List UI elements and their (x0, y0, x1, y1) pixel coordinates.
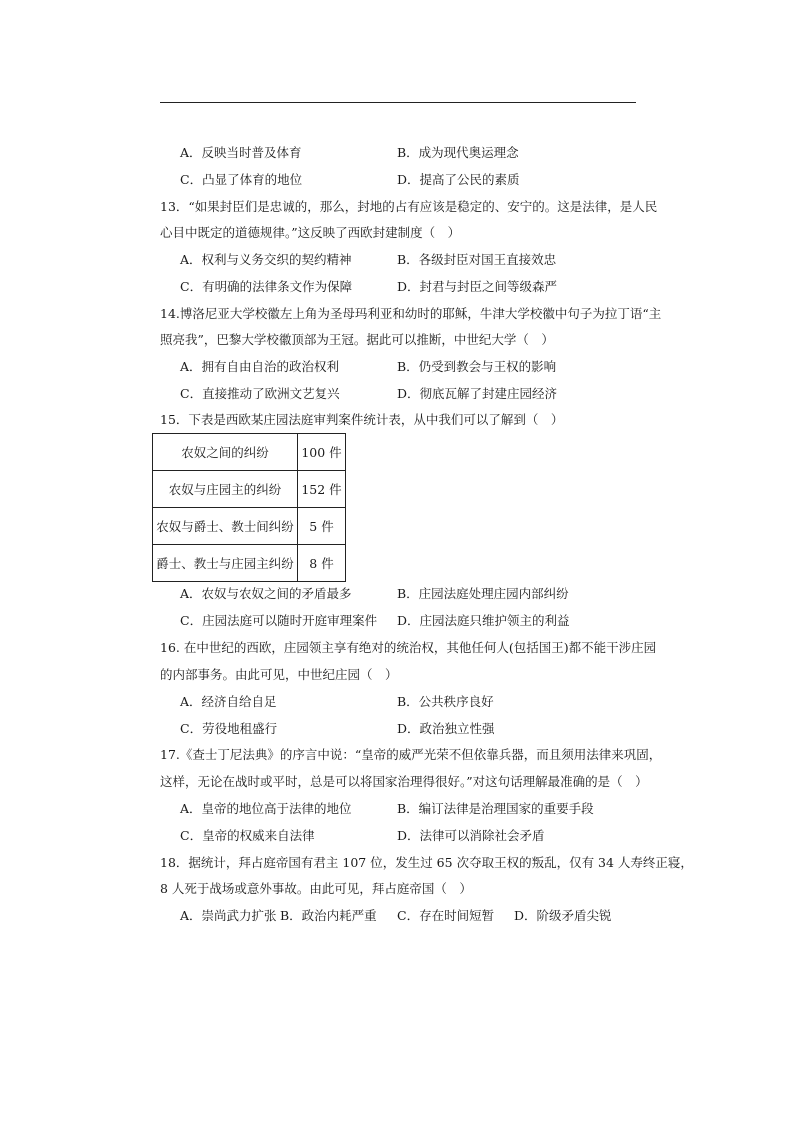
table-row (153, 471, 346, 508)
q12-option-a: A．反映当时普及体育 (180, 145, 302, 160)
q18-option-c: C．存在时间短暂 (397, 908, 495, 923)
q17-stem-line2: 这样，无论在战时或平时，总是可以将国家治理得很好。”对这句话理解最准确的是（ ） (160, 774, 648, 789)
q15-option-c: C．庄园法庭可以随时开庭审理案件 (180, 613, 378, 628)
q17-option-c: C．皇帝的权威来自法律 (180, 828, 315, 843)
q15-stem-line1: 15．下表是西欧某庄园法庭审判案件统计表，从中我们可以了解到（ ） (160, 412, 564, 427)
q14-stem-line2: 照亮我”，巴黎大学校徽顶部为王冠。据此可以推断，中世纪大学（ ） (160, 332, 554, 347)
q17-option-d: D．法律可以消除社会矛盾 (397, 828, 545, 843)
q16-option-a: A．经济自给自足 (180, 694, 277, 709)
table-cell-category: 爵士、教士与庄园主纠纷 (153, 545, 298, 582)
table-cell-category: 农奴与庄园主的纠纷 (153, 471, 298, 508)
q16-option-b: B．公共秩序良好 (397, 694, 494, 709)
q13-stem-line2: 心目中既定的道德规律。”这反映了西欧封建制度（ ） (160, 225, 461, 240)
table-cell-count: 152 件 (298, 471, 346, 508)
q13-stem-line1: 13．“如果封臣们是忠诚的，那么，封地的占有应该是稳定的、安宁的。这是法律，是人民 (160, 199, 658, 214)
q15-option-d: D．庄园法庭只维护领主的利益 (397, 613, 570, 628)
q12-option-d: D．提高了公民的素质 (397, 172, 520, 187)
q17-option-b: B．编订法律是治理国家的重要手段 (397, 801, 594, 816)
case-statistics-table (152, 433, 346, 582)
q16-option-d: D．政治独立性强 (397, 721, 495, 736)
q14-option-c: C．直接推动了欧洲文艺复兴 (180, 386, 340, 401)
q17-stem-line1: 17.《查士丁尼法典》的序言中说：“皇帝的威严光荣不但依靠兵器，而且须用法律来巩固， (160, 747, 662, 762)
q16-stem-line1: 16. 在中世纪的西欧，庄园领主享有绝对的统治权，其他任何人(包括国王)都不能干涉庄园 (160, 640, 657, 655)
q18-option-d: D．阶级矛盾尖锐 (514, 908, 612, 923)
table-cell-count: 8 件 (298, 545, 346, 582)
table-cell-count: 100 件 (298, 434, 346, 471)
q12-option-b: B．成为现代奥运理念 (397, 145, 519, 160)
q14-option-d: D．彻底瓦解了封建庄园经济 (397, 386, 558, 401)
table-row (153, 508, 346, 545)
table-row (153, 545, 346, 582)
q18-stem-line2: 8 人死于战场或意外事故。由此可见，拜占庭帝国（ ） (160, 881, 472, 896)
q13-option-b: B．各级封臣对国王直接效忠 (397, 252, 557, 267)
header-rule (160, 102, 636, 103)
q15-option-b: B．庄园法庭处理庄园内部纠纷 (397, 586, 569, 601)
q13-option-a: A．权利与义务交织的契约精神 (180, 252, 352, 267)
q15-option-a: A．农奴与农奴之间的矛盾最多 (180, 586, 352, 601)
q16-stem-line2: 的内部事务。由此可见，中世纪庄园（ ） (160, 667, 398, 682)
table-cell-category: 农奴之间的纠纷 (153, 434, 298, 471)
q13-option-c: C．有明确的法律条文作为保障 (180, 279, 353, 294)
q14-stem-line1: 14.博洛尼亚大学校徽左上角为圣母玛利亚和幼时的耶稣，牛津大学校徽中句子为拉丁语“主 (160, 306, 662, 321)
q16-option-c: C．劳役地租盛行 (180, 721, 278, 736)
table-cell-count: 5 件 (298, 508, 346, 545)
q12-option-c: C．凸显了体育的地位 (180, 172, 303, 187)
q17-option-a: A．皇帝的地位高于法律的地位 (180, 801, 352, 816)
q14-option-a: A．拥有自由自治的政治权利 (180, 359, 340, 374)
table-cell-category: 农奴与爵士、教士间纠纷 (153, 508, 298, 545)
q18-option-a: A．崇尚武力扩张 (180, 908, 277, 923)
q13-option-d: D．封君与封臣之间等级森严 (397, 279, 558, 294)
q14-option-b: B．仍受到教会与王权的影响 (397, 359, 557, 374)
table-row (153, 434, 346, 471)
q18-option-b: B．政治内耗严重 (280, 908, 377, 923)
q18-stem-line1: 18．据统计，拜占庭帝国有君主 107 位，发生过 65 次夺取王权的叛乱，仅有 34 人寿终正寝， (160, 855, 693, 870)
